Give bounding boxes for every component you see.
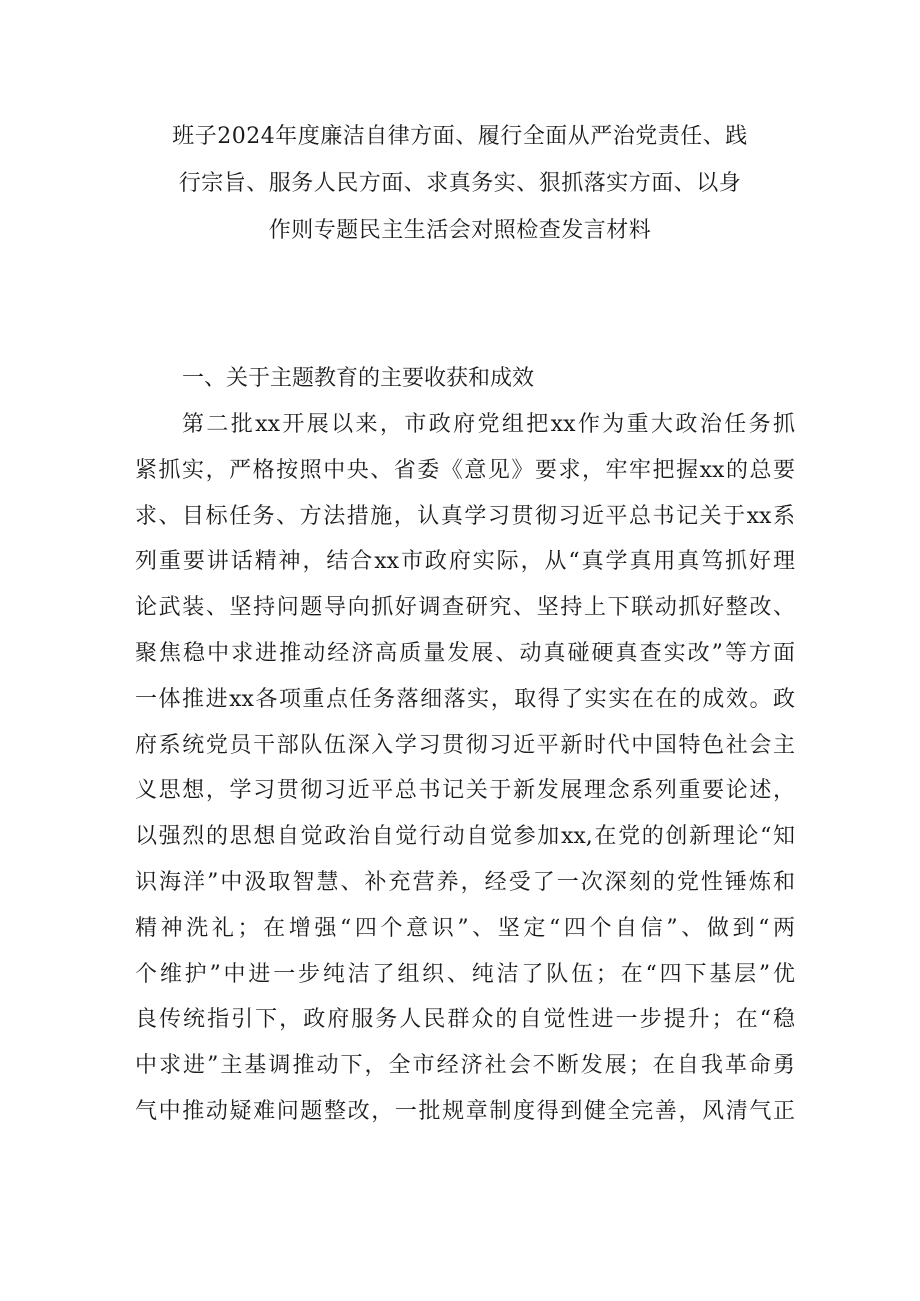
paragraph-line: 义思想，学习贯彻习近平总书记关于新发展理念系列重要论述，	[135, 778, 795, 804]
paragraph-line: 精神洗礼；在增强“四个意识”、坚定“四个自信”、做到“两	[135, 915, 795, 941]
paragraph-line: 个维护”中进一步纯洁了组织、纯洁了队伍；在“四下基层”优	[135, 961, 795, 987]
paragraph-line: 第二批xx开展以来，市政府党组把xx作为重大政治任务抓	[182, 412, 795, 437]
body-paragraph	[135, 402, 795, 1135]
paragraph-line: 求、目标任务、方法措施，认真学习贯彻习近平总书记关于xx系	[135, 503, 795, 529]
paragraph-line: 紧抓实，严格按照中央、省委《意见》要求，牢牢把握xx的总要	[135, 457, 795, 483]
paragraph-line: 以强烈的思想自觉政治自觉行动自觉参加xx,在党的创新理论“知	[135, 824, 795, 850]
paragraph-line: 一体推进xx各项重点任务落细落实，取得了实实在在的成效。政	[135, 686, 795, 712]
paragraph-line: 中求进”主基调推动下，全市经济社会不断发展；在自我革命勇	[135, 1053, 795, 1079]
title-line: 行宗旨、服务人民方面、求真务实、狠抓落实方面、以身	[178, 171, 742, 196]
document-title	[120, 113, 800, 254]
paragraph-line: 识海洋”中汲取智慧、补充营养，经受了一次深刻的党性锤炼和	[135, 869, 795, 895]
paragraph-line: 论武装、坚持问题导向抓好调查研究、坚持上下联动抓好整改、	[135, 595, 795, 621]
section-heading: 一、关于主题教育的主要收获和成效	[182, 366, 535, 391]
paragraph-line: 聚焦稳中求进推动经济高质量发展、动真碰硬真查实改”等方面	[135, 640, 795, 666]
title-line: 班子2024年度廉洁自律方面、履行全面从严治党责任、践	[172, 124, 748, 149]
paragraph-line: 气中推动疑难问题整改，一批规章制度得到健全完善，风清气正	[135, 1098, 795, 1124]
paragraph-line: 府系统党员干部队伍深入学习贯彻习近平新时代中国特色社会主	[135, 732, 795, 758]
paragraph-line: 良传统指引下，政府服务人民群众的自觉性进一步提升；在“稳	[135, 1007, 795, 1033]
title-line: 作则专题民主生活会对照检查发言材料	[268, 218, 652, 243]
paragraph-line: 列重要讲话精神，结合xx市政府实际，从“真学真用真笃抓好理	[135, 549, 795, 575]
